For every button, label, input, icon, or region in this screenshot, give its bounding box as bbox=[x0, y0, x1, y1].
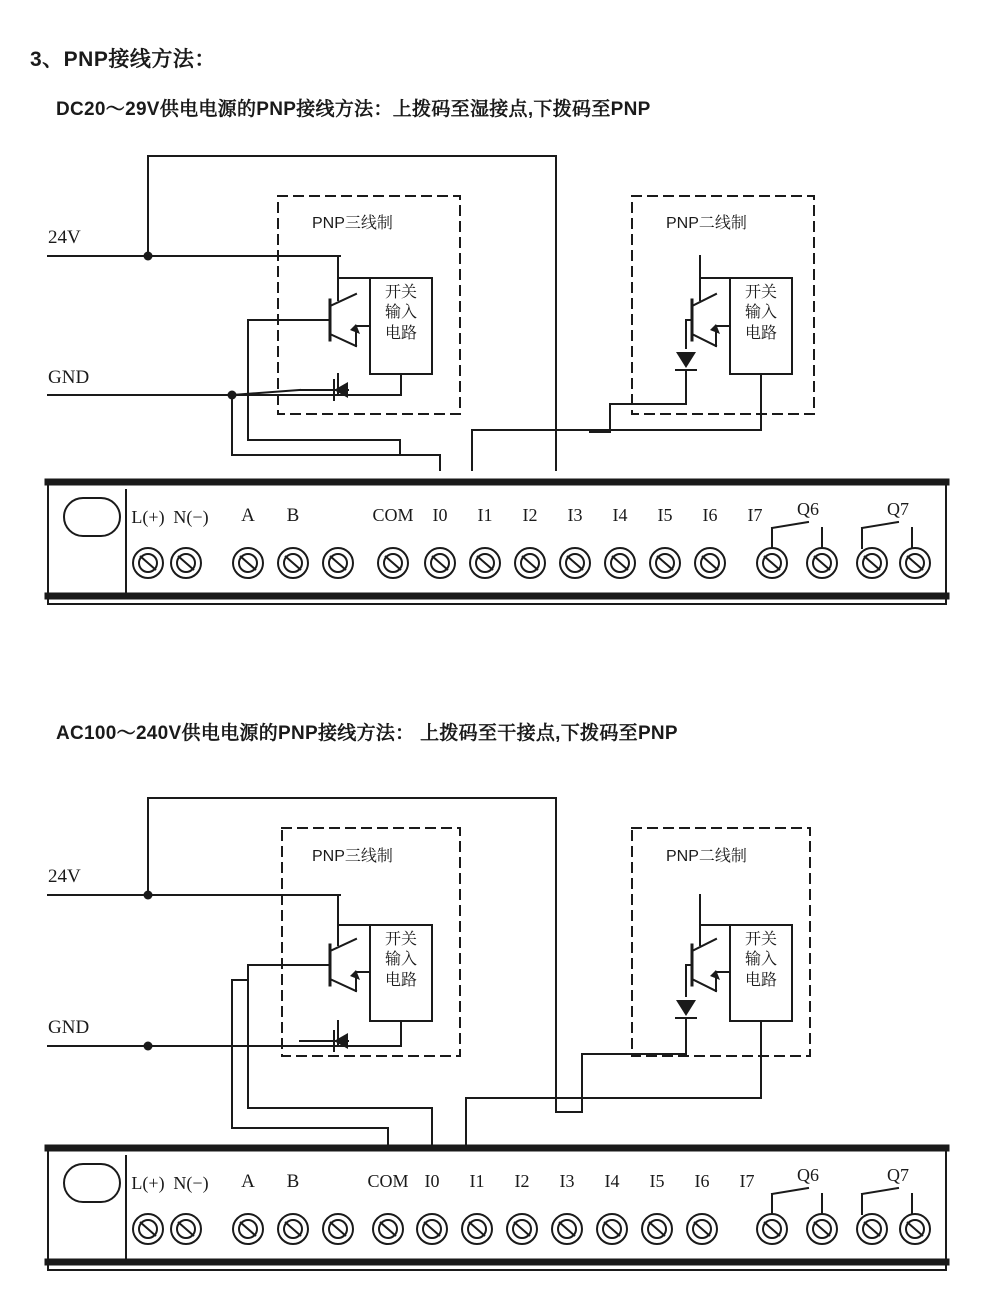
ac3-collector-lead bbox=[330, 939, 356, 951]
ac2-collector-lead bbox=[692, 939, 716, 951]
ac-2wire-box-line2: 输入 bbox=[744, 951, 777, 969]
ac-relay-label-q6: Q6 bbox=[797, 1165, 819, 1185]
ac-label-gnd: GND bbox=[48, 1017, 90, 1038]
dc-terminal-label-i5: I5 bbox=[657, 505, 673, 525]
ac-terminal-label-i4: I4 bbox=[604, 1171, 620, 1191]
ac-terminal-label-i3: I3 bbox=[559, 1171, 575, 1191]
dc-terminal-label-i7: I7 bbox=[747, 505, 763, 525]
ac-terminal-label-n: N(−) bbox=[173, 1173, 209, 1193]
dc-strip-mount-hole bbox=[64, 498, 120, 536]
ac-terminal-label-a: A bbox=[241, 1171, 255, 1192]
ac2-to-terminal-a bbox=[582, 1054, 686, 1112]
dc-terminal-label-b: B bbox=[286, 505, 300, 526]
ac-screw-terminals bbox=[133, 1214, 930, 1244]
ac3-emitter-up bbox=[356, 972, 370, 991]
ac-gnd-node bbox=[144, 1042, 153, 1051]
section-heading: 3、PNP接线方法： bbox=[30, 48, 216, 71]
ac-terminal-label-l: L(+) bbox=[131, 1173, 165, 1193]
ac-terminal-label-i6: I6 bbox=[694, 1171, 710, 1191]
dc-terminal-label-i2: I2 bbox=[522, 505, 538, 525]
dc-terminal-label-i1: I1 bbox=[477, 505, 493, 525]
dc2-to-terminal-a bbox=[610, 404, 686, 432]
ac-3wire-circuit-box-text bbox=[375, 930, 427, 991]
ac-label-24v: 24V bbox=[48, 866, 81, 887]
ac-relay-label-q7: Q7 bbox=[887, 1165, 909, 1185]
dc3-collector-lead bbox=[330, 294, 356, 306]
ac-q7-contact-left bbox=[862, 1188, 898, 1214]
ac-terminal-label-i1: I1 bbox=[469, 1171, 485, 1191]
dc-q7-contact-left bbox=[862, 522, 898, 548]
dc-3wire-box-line3: 电路 bbox=[384, 324, 417, 342]
ac-pnp-3wire-label: PNP三线制 bbox=[312, 848, 393, 865]
ac-strip-mount-hole bbox=[64, 1164, 120, 1202]
dc2-emitter-up bbox=[716, 326, 730, 346]
ac-q6-contact-left bbox=[772, 1188, 808, 1214]
dc-terminal-label-i3: I3 bbox=[567, 505, 583, 525]
ac2-box-bottom-to-terminal bbox=[466, 1021, 761, 1150]
ac3-emitter-lead bbox=[330, 979, 356, 991]
ac-terminal-label-b: B bbox=[286, 1171, 300, 1192]
ac-terminal-label-i2: I2 bbox=[514, 1171, 530, 1191]
ac-terminal-label-com: COM bbox=[367, 1171, 409, 1191]
ac2-emitter-up bbox=[716, 972, 730, 991]
dc-2wire-box-line2: 输入 bbox=[744, 304, 777, 322]
ac-terminal-label-i5: I5 bbox=[649, 1171, 665, 1191]
dc-24v-node bbox=[144, 252, 153, 261]
ac-subtitle: AC100～240V供电电源的PNP接线方法： 上拨码至干接点,下拨码至PNP bbox=[56, 723, 678, 744]
dc2-diode-triangle bbox=[676, 352, 696, 368]
dc-2wire-circuit-box-text bbox=[735, 283, 787, 344]
ac2-emitter-lead bbox=[692, 979, 716, 991]
ac-24v-node bbox=[144, 891, 153, 900]
dc-label-24v: 24V bbox=[48, 227, 81, 248]
dc-terminal-label-l: L(+) bbox=[131, 507, 165, 527]
dc-top-rail bbox=[148, 156, 556, 470]
ac3-gnd-up bbox=[232, 980, 248, 1046]
ac3-to-terminal bbox=[232, 1046, 388, 1150]
dc2-collector-lead bbox=[692, 294, 716, 306]
dc-relay-label-q7: Q7 bbox=[887, 499, 909, 519]
dc3-emitter-lead bbox=[330, 334, 356, 346]
ac-2wire-box-line1: 开关 bbox=[744, 931, 777, 948]
dc-pnp-3wire-label: PNP三线制 bbox=[312, 215, 393, 232]
dc-terminal-label-i6: I6 bbox=[702, 505, 718, 525]
ac-terminal-label-i0: I0 bbox=[424, 1171, 440, 1191]
dc-q6-contact-left bbox=[772, 522, 808, 548]
dc-3wire-box-line1: 开关 bbox=[384, 284, 417, 301]
ac-terminal-label-i7: I7 bbox=[739, 1171, 755, 1191]
ac-2wire-box-line3: 电路 bbox=[744, 971, 777, 989]
dc-3wire-box-line2: 输入 bbox=[384, 304, 417, 322]
ac2-diode-triangle bbox=[676, 1000, 696, 1016]
dc-subtitle: DC20～29V供电电源的PNP接线方法：上拨码至湿接点,下拨码至PNP bbox=[56, 99, 651, 120]
ac-3wire-box-line1: 开关 bbox=[384, 931, 417, 948]
dc-terminal-label-i0: I0 bbox=[432, 505, 448, 525]
dc-screw-terminals bbox=[133, 548, 930, 578]
ac-2wire-circuit-box-text bbox=[735, 930, 787, 991]
dc-terminal-label-i4: I4 bbox=[612, 505, 628, 525]
dc3-to-terminal bbox=[232, 455, 440, 470]
dc-label-gnd: GND bbox=[48, 367, 90, 388]
dc-relay-label-q6: Q6 bbox=[797, 499, 819, 519]
dc-terminal-label-a: A bbox=[241, 505, 255, 526]
dc-2wire-box-line3: 电路 bbox=[744, 324, 777, 342]
dc-2wire-box-line1: 开关 bbox=[744, 284, 777, 301]
ac-pnp-2wire-label: PNP二线制 bbox=[666, 848, 747, 865]
dc2-emitter-lead bbox=[692, 334, 716, 346]
ac-3wire-box-line2: 输入 bbox=[384, 951, 417, 969]
dc-pnp-2wire-label: PNP二线制 bbox=[666, 215, 747, 232]
dc-terminal-label-com: COM bbox=[372, 505, 414, 525]
dc2-box-bottom-to-terminal bbox=[472, 374, 761, 470]
dc-3wire-circuit-box-text bbox=[375, 283, 427, 344]
ac-3wire-box-line3: 电路 bbox=[384, 971, 417, 989]
dc-terminal-label-n: N(−) bbox=[173, 507, 209, 527]
